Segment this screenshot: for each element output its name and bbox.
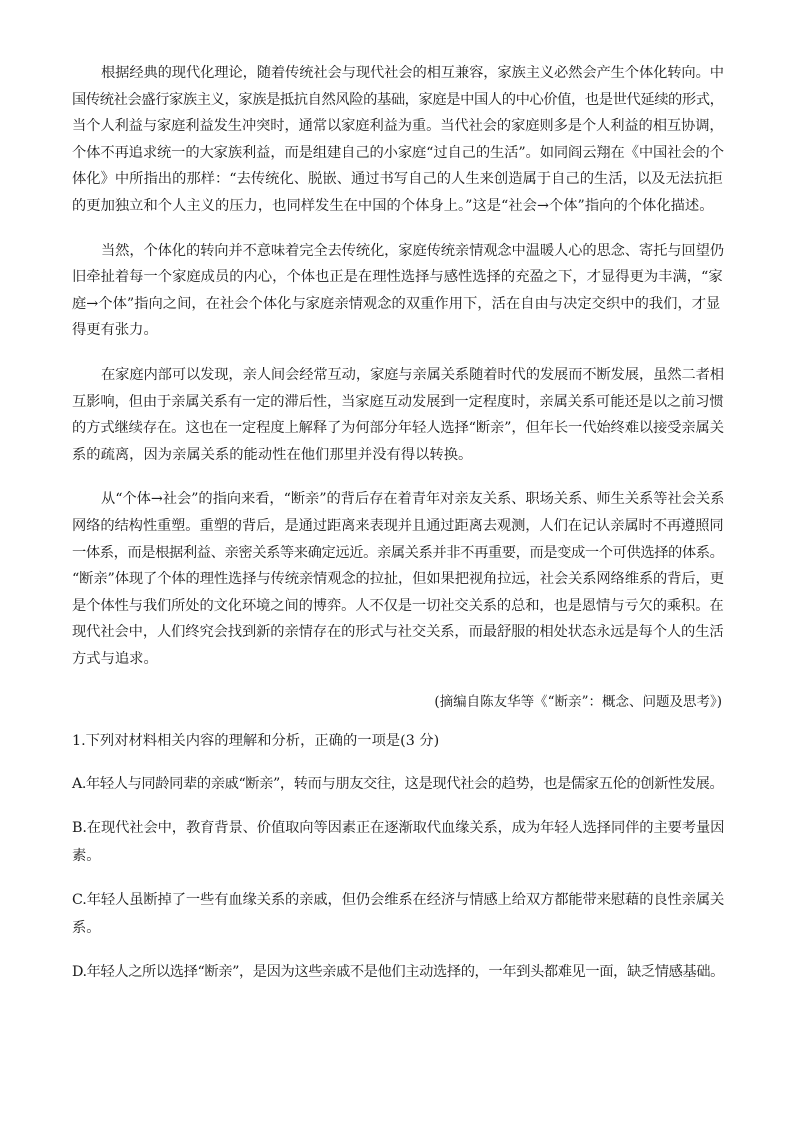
option-b [72, 814, 724, 870]
text-line: 的方式继续存在。这也在一定程度上解释了为何部分年轻人选择“断亲”，但年长一代始终难以接受亲属关 [72, 420, 724, 437]
text-line: 根据经典的现代化理论，随着传统社会与现代社会的相互兼容，家族主义必然会产生个体化转向。中 [101, 65, 724, 81]
text-line: 是个体性与我们所处的文化环境之间的博弈。人不仅是一切社交关系的总和，也是恩情与亏欠的乘积。在 [72, 597, 724, 614]
option-text-line: C.年轻人虽断掉了一些有血缘关系的亲戚，但仍会维系在经济与情感上给双方都能带来慰藉的良性亲属关 [72, 892, 725, 909]
text-line: 当个人利益与家庭利益发生冲突时，通常以家庭利益为重。当代社会的家庭则多是个人利益的相互协调， [72, 118, 724, 135]
text-line: 从“个体→社会”的指向来看，“断亲”的背后存在着青年对亲友关系、职场关系、师生关系等社会关系 [101, 491, 725, 508]
document-page [72, 60, 724, 1002]
option-text-line: D.年轻人之所以选择“断亲”，是因为这些亲戚不是他们主动选择的，一年到头都难见一面，缺乏情感基础。 [72, 964, 725, 981]
text-line: 方式与追求。 [72, 650, 158, 667]
question-stem: 1.下列对材料相关内容的理解和分析，正确的一项是(3 分) [72, 733, 440, 750]
option-text-line: 素。 [72, 848, 101, 865]
text-line: “断亲”体现了个体的理性选择与传统亲情观念的拉扯，但如果把视角拉远，社会关系网络维系的背后，更 [72, 571, 724, 588]
option-d [72, 958, 724, 986]
text-line: 得更有张力。 [72, 322, 158, 339]
option-text-line: B.在现代社会中，教育背景、价值取向等因素正在逐渐取代血缘关系，成为年轻人选择同伴的主要考量因 [72, 820, 725, 837]
question-block [72, 728, 724, 986]
text-line: 个体不再追求统一的大家族利益，而是组建自己的小家庭“过自己的生活”。如同阎云翔在《中国社会的个 [72, 144, 724, 161]
passage-paragraph-1 [72, 60, 724, 220]
passage [72, 60, 724, 714]
option-c [72, 886, 724, 942]
text-line: 互影响，但由于亲属关系有一定的滞后性，当家庭互动发展到一定程度时，亲属关系可能还是以之前习惯 [72, 393, 724, 410]
text-line: 国传统社会盛行家族主义，家族是抵抗自然风险的基础，家庭是中国人的中心价值，也是世代延续的形式， [72, 91, 724, 108]
source-citation: (摘编自陈友华等《“断亲”：概念、问题及思考》) [434, 694, 722, 711]
text-line: 系的疏离，因为亲属关系的能动性在他们那里并没有得以转换。 [72, 446, 473, 463]
option-text-line: 系。 [72, 920, 101, 937]
text-line: 网络的结构性重塑。重塑的背后，是通过距离来表现并且通过距离去观测，人们在记认亲属时不再遵照同 [72, 517, 724, 534]
passage-paragraph-2 [72, 238, 724, 344]
text-line: 庭→个体”指向之间，在社会个体化与家庭亲情观念的双重作用下，活在自由与决定交织中的我们，才显 [72, 295, 721, 312]
passage-paragraph-3 [72, 362, 724, 468]
text-line: 体化》中所指出的那样：“去传统化、脱嵌、通过书写自己的人生来创造属于自己的生活，以及无法抗拒 [72, 171, 723, 188]
text-line: 在家庭内部可以发现，亲人间会经常互动，家庭与亲属关系随着时代的发展而不断发展，虽然二者相 [101, 366, 724, 383]
text-line: 当然，个体化的转向并不意味着完全去传统化，家庭传统亲情观念中温暖人心的思念、寄托与回望仍 [101, 242, 724, 259]
passage-paragraph-4 [72, 486, 724, 672]
text-line: 一体系，而是根据利益、亲密关系等来确定远近。亲属关系并非不再重要，而是变成一个可供选择的体系。 [72, 544, 724, 561]
text-line: 现代社会中，人们终究会找到新的亲情存在的形式与社交关系，而最舒服的相处状态永远是每个人的生活 [72, 624, 724, 641]
option-text-line: A.年轻人与同龄同辈的亲戚“断亲”，转而与朋友交往，这是现代社会的趋势，也是儒家五伦的创新性发展。 [72, 776, 724, 793]
text-line: 旧牵扯着每一个家庭成员的内心，个体也正是在理性选择与感性选择的充盈之下，才显得更为丰满，“家 [72, 269, 723, 286]
option-a [72, 770, 724, 798]
text-line: 的更加独立和个人主义的压力，也同样发生在中国的个体身上。”这是“社会→个体”指向的个体化描述。 [72, 197, 714, 214]
